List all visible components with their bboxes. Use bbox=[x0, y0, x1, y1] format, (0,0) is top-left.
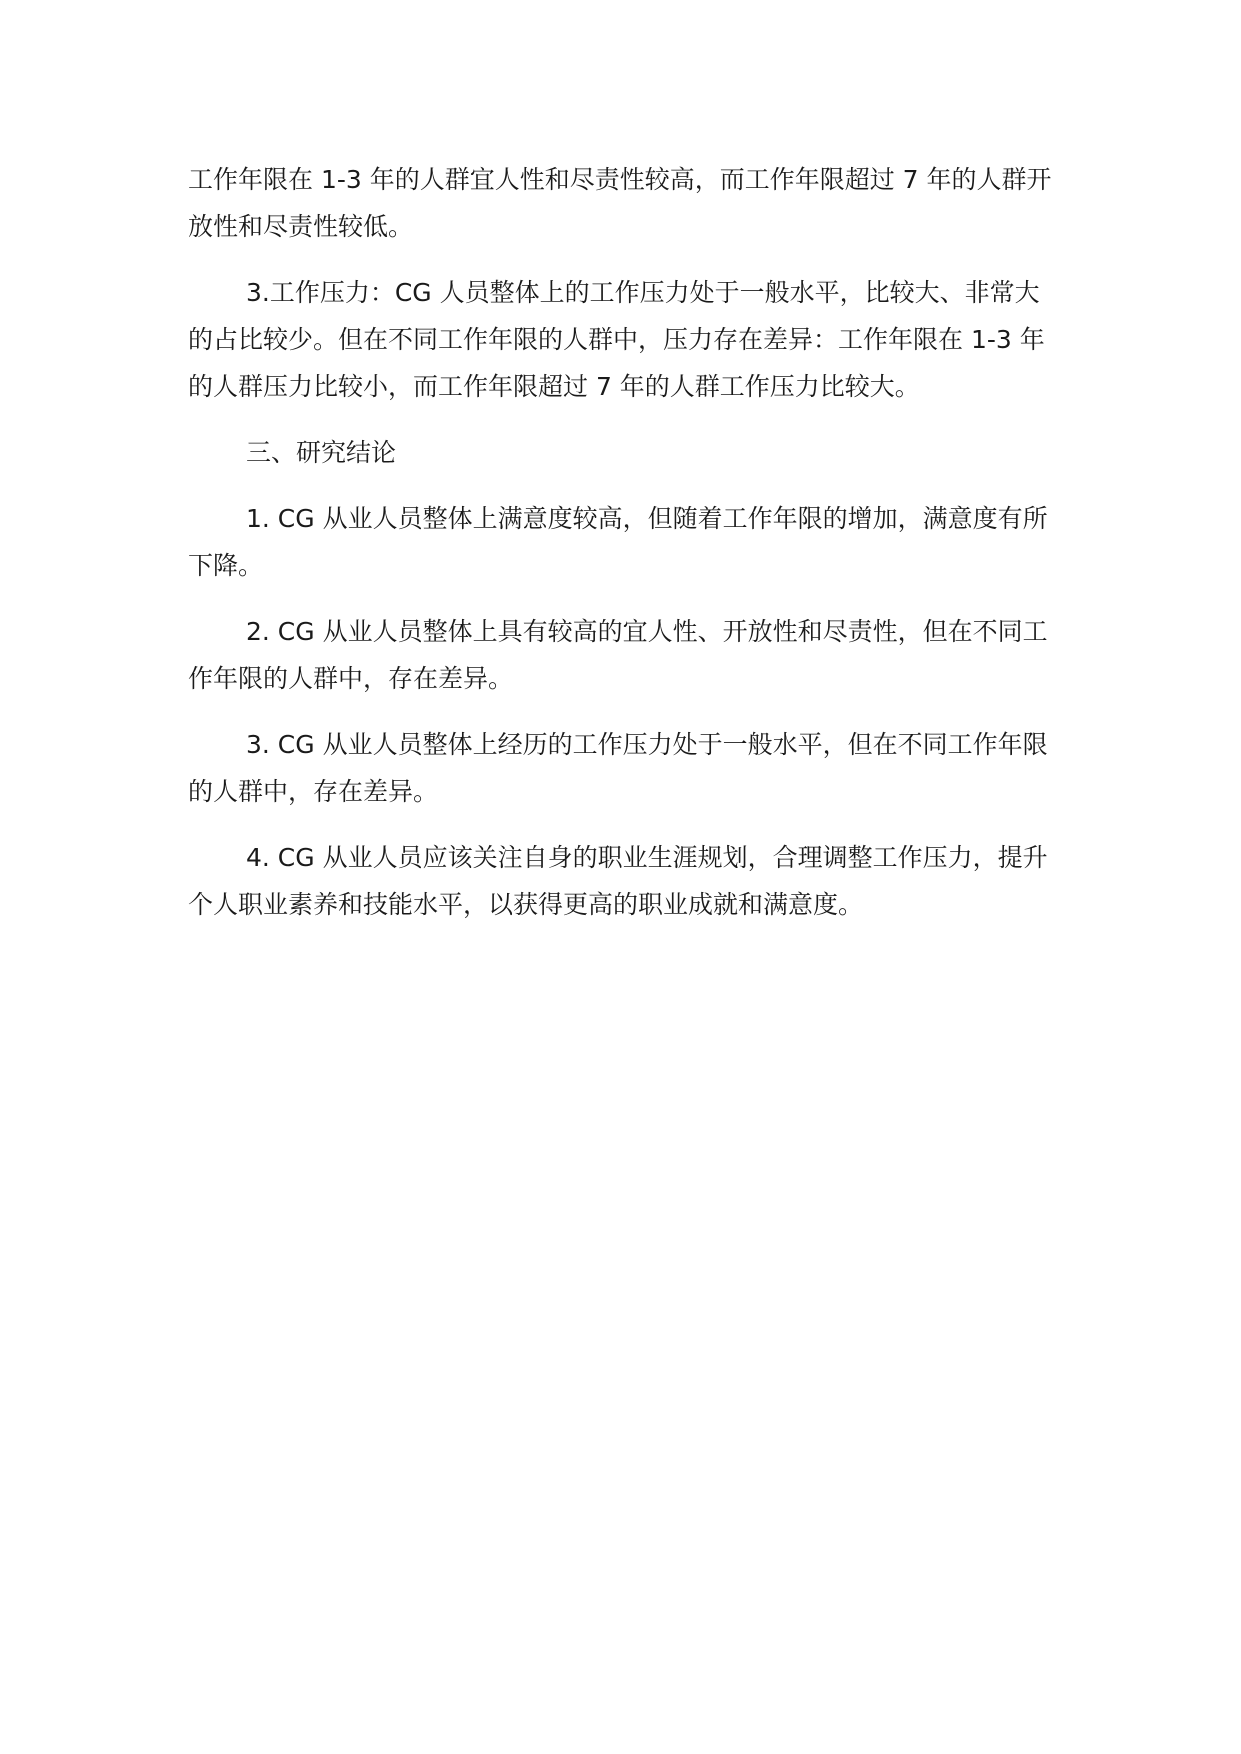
conclusion-item-2: 2. CG 从业人员整体上具有较高的宜人性、开放性和尽责性，但在不同工作年限的人群中，存在差异。 bbox=[188, 617, 1048, 693]
document-body bbox=[188, 156, 1056, 947]
conclusion-item-4: 4. CG 从业人员应该关注自身的职业生涯规划，合理调整工作压力，提升个人职业素养和技能水平，以获得更高的职业成就和满意度。 bbox=[188, 843, 1048, 919]
conclusion-item-1: 1. CG 从业人员整体上满意度较高，但随着工作年限的增加，满意度有所下降。 bbox=[188, 504, 1048, 580]
conclusion-item-3: 3. CG 从业人员整体上经历的工作压力处于一般水平，但在不同工作年限的人群中，存在差异。 bbox=[188, 730, 1048, 806]
paragraph-work-pressure: 3.工作压力：CG 人员整体上的工作压力处于一般水平，比较大、非常大的占比较少。但在不同工作年限的人群中，压力存在差异：工作年限在 1-3 年的人群压力比较小，而工作年限超过 7 年的人群工作压力比较大。 bbox=[188, 278, 1045, 401]
paragraph-personality-continuation: 工作年限在 1-3 年的人群宜人性和尽责性较高，而工作年限超过 7 年的人群开放性和尽责性较低。 bbox=[188, 165, 1052, 241]
section-heading-conclusions: 三、研究结论 bbox=[246, 438, 397, 467]
